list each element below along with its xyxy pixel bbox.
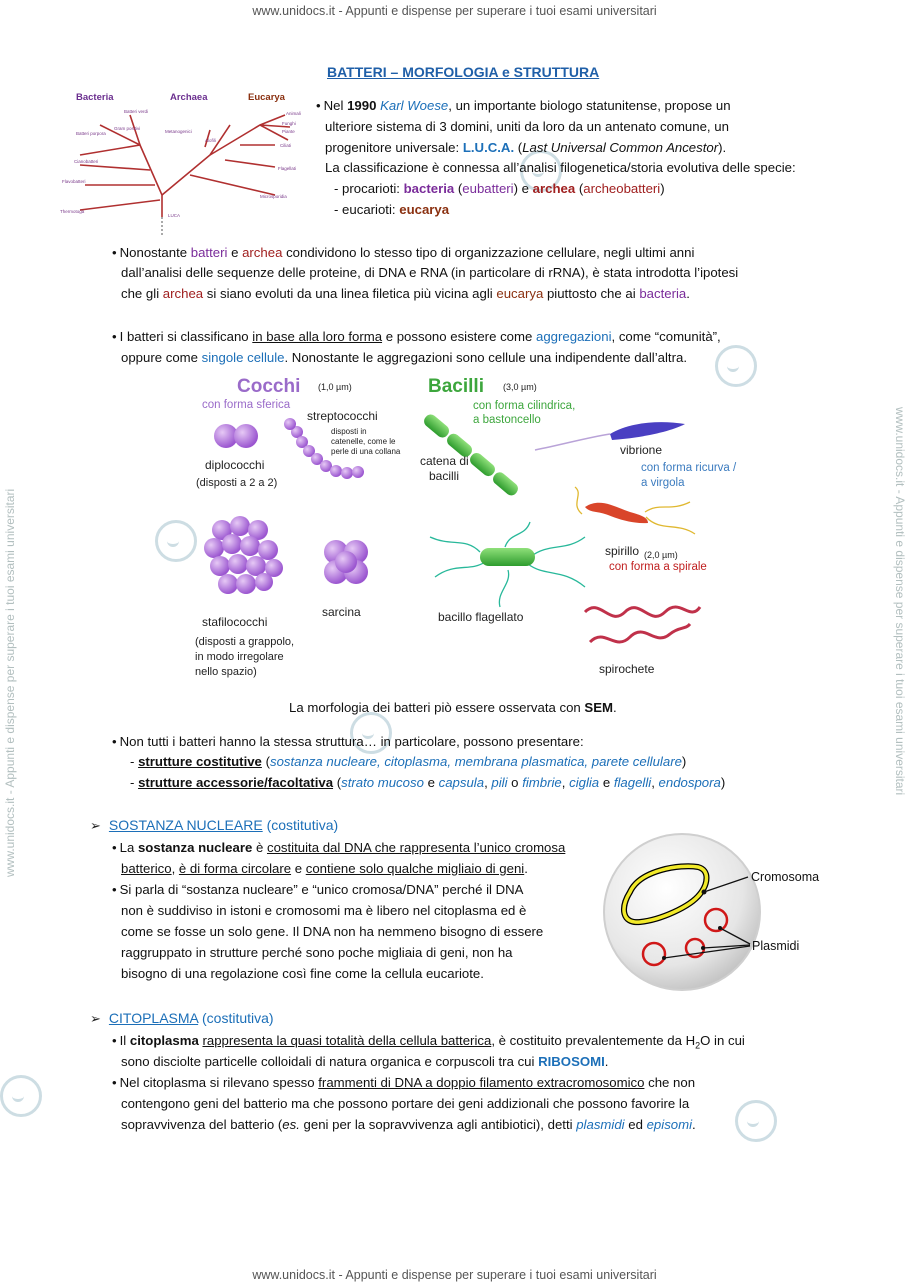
cocchi-heading: Cocchi [237, 376, 301, 397]
vibrio-cell [610, 422, 685, 440]
spirillo-label: spirillo [605, 544, 640, 558]
streptococchi-note-2: catenelle, come le [331, 437, 396, 446]
spirillo-size: (2,0 µm) [644, 550, 678, 560]
sec2-bullet2-line1: • Nel citoplasma si rilevano spesso frammenti di DNA a doppio filamento extracromosomico che non [112, 1073, 695, 1093]
watermark-logo-icon [0, 1075, 42, 1117]
section-heading-citoplasma: ➢ CITOPLASMA (costitutiva) [90, 1010, 274, 1026]
intro-line-6: - eucarioti: eucarya [334, 202, 450, 217]
struct-line-1: • Non tutti i batteri hanno la stessa struttura… in particolare, possono presentare: [112, 732, 584, 752]
bacterial-cell-diagram [600, 832, 860, 992]
watermark-right: www.unidocs.it - Appunti e dispense per superare i tuoi esami universitari [893, 407, 907, 796]
para2-line-2: dall’analisi delle sequenze delle proteine, di DNA e RNA (in particolare di rRNA), è stata introdotta l’ipotesi [121, 265, 739, 280]
streptococchi-note-3: perle di una collana [331, 447, 401, 456]
tree-leaf: Batteri porpora [76, 131, 106, 136]
diplococchi-note: (disposti a 2 a 2) [196, 477, 278, 489]
catena-label-2: bacilli [429, 469, 460, 483]
para3-line-1: • I batteri si classificano in base alla loro forma e possono esistere come aggregazioni, come “comunità”, [112, 327, 721, 347]
intro-line-5: - procarioti: bacteria (eubatteri) e archea (archeobatteri) [334, 181, 665, 196]
spirillo-shape: con forma a spirale [609, 561, 707, 573]
phylogenetic-tree [60, 85, 310, 235]
watermark-left: www.unidocs.it - Appunti e dispense per superare i tuoi esami universitari [3, 488, 17, 877]
sarcina-cluster [324, 540, 368, 584]
spirillum-cell [585, 503, 648, 523]
tree-domain-archaea: Archaea [170, 92, 208, 103]
vibrione-shape-1: con forma ricurva / [641, 462, 737, 474]
vibrione-shape-2: a virgola [641, 477, 685, 489]
catena-label-1: catena di [420, 454, 469, 468]
bacilli-size: (3,0 µm) [503, 382, 537, 392]
sec1-bullet2-line1: • Si parla di “sostanza nucleare” e “unico cromosa/DNA” perché il DNA [112, 880, 523, 900]
sec1-bullet2-line3: come se fosse un solo gene. Il DNA non ha nemmeno bisogno di essere [121, 924, 544, 939]
tree-domain-eucarya: Eucarya [248, 92, 285, 103]
streptococchi-note-1: disposti in [331, 427, 367, 436]
intro-line-2: ulteriore sistema di 3 domini, uniti da loro da un antenato comune, un [325, 119, 729, 134]
tree-leaf: Thermotoga [60, 209, 85, 214]
tree-leaf: Flavobatteri [62, 179, 86, 184]
tree-leaf: Metanogenici [165, 129, 192, 134]
streptococchi-label: streptococchi [307, 409, 378, 423]
vibrio-flagellum [535, 434, 610, 450]
stafilococchi-note-2: in modo irregolare [195, 651, 284, 663]
tree-leaf: Cianobatteri [74, 159, 99, 164]
sec2-bullet1-line2: sono disciolte particelle colloidali di natura organica e corpuscoli tra cui RIBOSOMI. [121, 1054, 609, 1069]
watermark-top: www.unidocs.it - Appunti e dispense per superare i tuoi esami universitari [252, 4, 657, 18]
sec2-bullet2-line3: sopravvivenza del batterio (es. geni per la sopravvivenza agli antibiotici), detti plasmidi ed episomi. [121, 1117, 696, 1132]
bacilli-shape-2: a bastoncello [473, 414, 541, 426]
cocchi-shape: con forma sferica [202, 399, 291, 411]
bacilli-shape-1: con forma cilindrica, [473, 400, 576, 412]
diplococchi-label: diplococchi [205, 458, 265, 472]
sec2-bullet2-line2: contengono geni del batterio ma che possono portare dei geni addizionali che possono favorire la [121, 1096, 690, 1111]
cromosoma-label: Cromosoma [751, 870, 820, 884]
sec1-bullet2-line5: bisogno di una regolazione così fine come la cellula eucariote. [121, 966, 484, 981]
sec1-bullet1-line1: • La sostanza nucleare è costituita dal DNA che rappresenta l’unico cromosa [112, 838, 565, 858]
intro-line-3: progenitore universale: L.U.C.A. (Last Universal Common Ancestor). [325, 140, 727, 155]
stafilococchi-note-3: nello spazio) [195, 666, 257, 678]
section-heading-sostanza-nucleare: ➢ SOSTANZA NUCLEARE (costitutiva) [90, 817, 339, 833]
diplococcus-cell [234, 424, 258, 448]
struct-line-3: - strutture accessorie/facoltativa (strato mucoso e capsula, pili o fimbrie, ciglia e flagelli, endospora) [130, 775, 726, 790]
stafilococchi-note-1: (disposti a grappolo, [195, 636, 295, 648]
para2-line-3: che gli archea si siano evoluti da una linea filetica più vicina agli eucarya piuttosto che ai bacteria. [121, 286, 690, 301]
tree-domain-bacteria: Bacteria [76, 92, 114, 103]
bacillo-flagellato-label: bacillo flagellato [438, 610, 524, 624]
morphology-figure [190, 372, 737, 687]
tree-leaf: Piante [282, 129, 295, 134]
plasmidi-label: Plasmidi [752, 939, 800, 953]
flagellated-bacillus-body [480, 548, 535, 566]
tree-leaf: Ciliati [280, 143, 292, 148]
struct-line-2: - strutture costitutive (sostanza nucleare, citoplasma, membrana plasmatica, parete cellulare) [130, 754, 687, 769]
para2-line-1: • Nonostante batteri e archea condividono lo stesso tipo di organizzazione cellulare, negli ultimi anni [112, 243, 694, 263]
page-title: BATTERI – MORFOLOGIA e STRUTTURA [327, 64, 600, 80]
sec1-bullet2-line4: raggruppato in strutture perché sono poche migliaia di geni, non ha [121, 945, 513, 960]
bacilli-heading: Bacilli [428, 376, 484, 397]
cocchi-size: (1,0 µm) [318, 382, 352, 392]
sec2-bullet1-line1: • Il citoplasma rappresenta la quasi totalità della cellula batterica, è costituito prevalentemente da $H_2O$ in cui [112, 1031, 745, 1056]
tree-leaf: Microsporidia [260, 194, 287, 199]
spirochete-cell [590, 624, 690, 642]
intro-line-1: • Nel 1990 Karl Woese, un importante biologo statunitense, propose un [316, 96, 731, 116]
para3-line-2: oppure come singole cellule. Nonostante le aggregazioni sono cellule una indipendente dall’altra. [121, 350, 687, 365]
watermark-logo-icon [735, 1100, 777, 1142]
tree-leaf: Animali [286, 111, 301, 116]
spirochete-cell [585, 607, 700, 616]
tree-leaf: Flagellati [278, 166, 297, 171]
sec1-bullet1-line2: batterico, è di forma circolare e contiene solo qualche migliaio di geni. [121, 861, 528, 876]
tree-leaf: Batteri verdi [124, 109, 149, 114]
stafilococchi-label: stafilococchi [202, 615, 268, 629]
tree-leaf: Funghi [282, 121, 296, 126]
intro-line-4: La classificazione è connessa all’analisi filogenetica/storia evolutiva delle specie: [325, 160, 796, 175]
figure-caption: La morfologia dei batteri piò essere osservata con SEM. [289, 700, 617, 715]
vibrione-label: vibrione [620, 443, 663, 457]
watermark-bottom: www.unidocs.it - Appunti e dispense per superare i tuoi esami universitari [252, 1268, 657, 1282]
staphylococcus-cluster [204, 516, 283, 594]
sarcina-label: sarcina [322, 605, 361, 619]
sec1-bullet2-line2: non è suddiviso in istoni e cromosomi ma è libero nel citoplasma ed è [121, 903, 527, 918]
tree-root-label: LUCA [168, 213, 181, 218]
tree-leaf: Alofili [205, 138, 216, 143]
tree-leaf: Gram positivi [114, 126, 141, 131]
spirochete-label: spirochete [599, 662, 655, 676]
cell-body [604, 834, 760, 990]
